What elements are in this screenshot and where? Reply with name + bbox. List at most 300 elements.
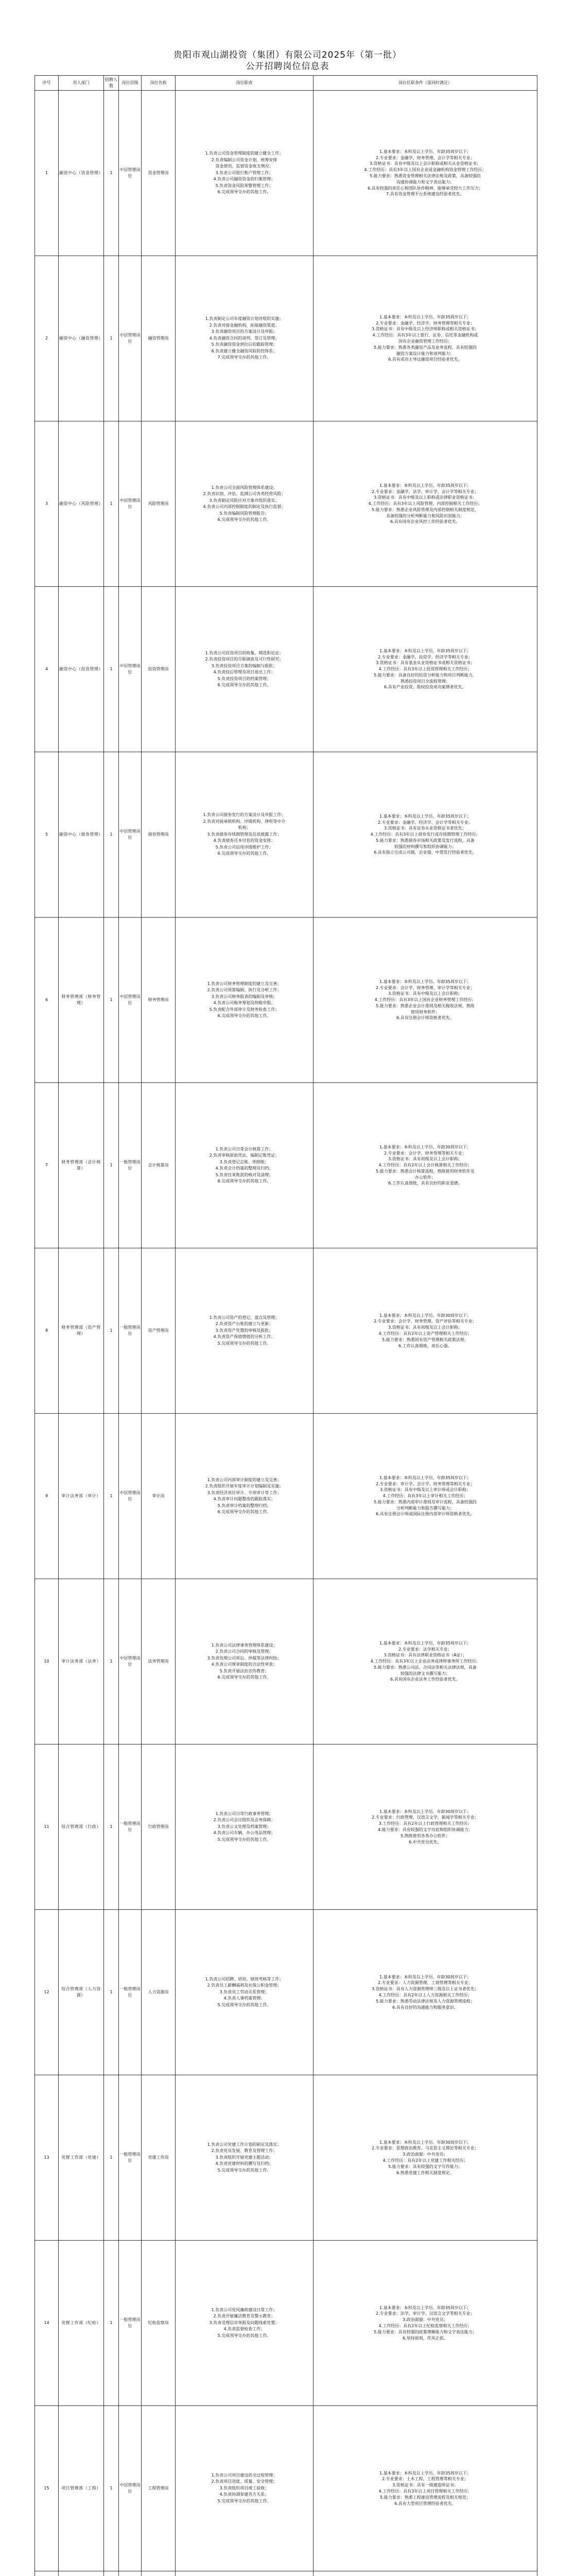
requirement-line: 6.具有国有企业风控工作经验者优先。	[390, 519, 460, 524]
requirement-line: 4.工作经历：具有2年以上人力资源相关工作经历；	[378, 1993, 472, 1997]
duty-line: 3.负责资产处置的审核及报批；	[215, 1328, 273, 1333]
requirement-line: 3.政治面貌：中共党员；	[403, 2152, 448, 2157]
duty-line: 4.负责公司税务筹划及纳税申报；	[213, 1001, 275, 1005]
requirement-line: 1.基本要求：本科及以上学历，年龄35周岁以下；	[379, 979, 471, 984]
duty-line: 2.负责员工薪酬福利及社保公积金管理；	[207, 1983, 282, 1988]
duty-line: 5.完成领导交办的其他工作。	[217, 2002, 271, 2007]
duty-line: 5.负责融资资金到位后的跟踪管理；	[211, 342, 277, 347]
requirement-line: 6.具有成功主导过融资项目经验者优先。	[388, 357, 462, 362]
requirement-line: 2.专业要求：金融学、经济学、会计学等相关专业；	[378, 820, 473, 825]
header-name: 岗位名称	[142, 76, 176, 91]
requirement-line: 1.基本要求：本科及以上学历，年龄35周岁以下；	[379, 2305, 471, 2310]
header-level: 岗位层级	[119, 76, 142, 91]
duty-line: 3.负责债券存续期管理及信息披露工作；	[207, 832, 282, 837]
duty-line: 2.负责识别、评估、监测公司各类经营风险；	[203, 492, 286, 496]
position-level	[119, 2571, 142, 2576]
duty-line: 2.负责项目进度、质量、安全管理；	[211, 2479, 277, 2484]
duty-line: 6.完成领导交办的其他工作。	[217, 517, 271, 522]
position-requirements	[313, 1910, 537, 2075]
duty-line: 6.完成领导交办的其他工作。	[217, 851, 271, 856]
row-number: 10	[35, 1579, 59, 1744]
department: 综合管理部（人力资源）	[59, 1910, 104, 2075]
duty-line: 2.负责公司会议组织及会务保障；	[213, 1818, 275, 1823]
requirement-line: 2.专业要求：金融学、法学、审计学、会计学等相关专业；	[372, 489, 479, 494]
requirement-line: 6.具有国有企业法务工作经验者优先。	[390, 1677, 460, 1682]
requirement-line: 6.工作认真细致，具有良好的职业道德。	[388, 1181, 462, 1186]
row-number: 13	[35, 2075, 59, 2241]
headcount: 1	[104, 1248, 119, 1414]
duty-line: 4.负责公司内部控制制度的制定及执行监督；	[203, 504, 286, 509]
requirement-line: 1.基本要求：本科及以上学历，年龄30周岁以下；	[379, 2140, 471, 2145]
requirement-line: 1.基本要求：本科及以上学历，年龄30周岁以下；	[379, 1809, 471, 1814]
requirement-line: 5.能力要求：熟悉各类融资产品及业务流程，具有较强的	[374, 345, 477, 350]
position-duties	[176, 918, 313, 1083]
duty-line: 5.负责投资项目的档案管理；	[217, 676, 271, 681]
header-requirements: 岗位任职条件（需同时满足）	[313, 76, 537, 91]
header-duty: 岗位职责	[176, 76, 313, 91]
position-name: 资产管理岗	[142, 1248, 176, 1414]
document-title: 贵阳市观山湖投资（集团）有限公司2025年（第一批）	[173, 50, 402, 60]
requirement-line: 3.资格证书：具有中级及以上审计师或会计职称；	[380, 1487, 471, 1493]
position-level: 中层管理岗位	[119, 918, 142, 1083]
position-name: 党建工作岗	[142, 2075, 176, 2241]
table-row	[35, 1744, 537, 1910]
requirement-line: 分析判断能力和报告撰写能力；	[396, 1505, 454, 1511]
department: 融资中心（投资管理）	[59, 587, 104, 752]
duty-line: 5.完成领导交办的其他工作。	[217, 2333, 271, 2338]
headcount: 1	[104, 421, 119, 587]
duty-line: 3.负责公文处理及档案管理；	[217, 1824, 271, 1829]
header-num: 招聘人数	[104, 76, 119, 91]
duty-line: 2.负责组织开展年度审计计划编制及实施；	[205, 1484, 284, 1488]
duty-line: 4.负责监督检查工作；	[223, 2327, 265, 2332]
position-duties	[176, 1248, 313, 1414]
row-number: 2	[35, 256, 59, 421]
duty-line: 4.负责人事档案管理；	[223, 1996, 265, 2001]
table-row	[35, 752, 537, 918]
requirement-line: 4.工作经历：具有3年以上企业法务或律师事务所工作经历；	[370, 1659, 480, 1664]
duty-line: 5.完成领导交办的其他工作。	[217, 1837, 271, 1842]
job-table	[34, 75, 537, 2576]
requirement-line: 1.基本要求：本科及以上学历，年龄35周岁以下；	[379, 814, 471, 819]
headcount: 1	[104, 1414, 119, 1579]
duty-line: 4.负责公司规章制度的合法性审查；	[211, 1662, 277, 1667]
headcount: 1	[104, 1579, 119, 1744]
headcount	[104, 2571, 119, 2576]
requirement-line: 6.熟悉党建工作相关制度规定。	[396, 2170, 454, 2175]
duty-line: 5.完成领导交办的其他工作。	[217, 2167, 271, 2173]
table-row	[35, 918, 537, 1083]
department: 融资中心（债券管理）	[59, 752, 104, 918]
duty-line: 6.完成领导交办的其他工作。	[217, 1179, 271, 1183]
duty-line: 7.完成领导交办的其他工作。	[217, 355, 271, 360]
table-row	[35, 256, 537, 421]
requirement-line: 2.专业要求：人力资源管理、工商管理等相关专业；	[378, 1980, 473, 1986]
position-requirements	[313, 1248, 537, 1414]
position-duties	[176, 1083, 313, 1248]
position-requirements	[313, 752, 537, 918]
department: 审计法务部（法务）	[59, 1579, 104, 1744]
position-name	[142, 2571, 176, 2576]
position-requirements	[313, 587, 537, 752]
duty-line: 4.负责公司融资资金的归集管理；	[213, 177, 275, 182]
requirement-line: 6.具有注册会计师资格者优先。	[396, 1015, 454, 1021]
row-number: 1	[35, 91, 59, 256]
duty-line: 1.负责公司党风廉政建设日常工作；	[211, 2307, 277, 2312]
position-name: 工程管理岗	[142, 2406, 176, 2571]
requirement-line: 4.工作经历：具有3年以上审计相关工作经历；	[382, 1494, 468, 1499]
requirement-line: 6.具有较强的责任心和团队协作精神，能够承受较大工作压力；	[368, 185, 483, 191]
position-duties	[176, 1579, 313, 1744]
requirement-line: 6.坚持原则，作风正派。	[403, 2335, 448, 2341]
requirement-line: 3.资格证书：具有一级建造师证书；	[392, 2483, 458, 2488]
department: 财务管理部（会计核算）	[59, 1083, 104, 1248]
duty-line: 3.负责受理信访举报及问题线索处置；	[209, 2320, 280, 2325]
requirement-line: 6.具有大型项目管理经验者优先。	[394, 2501, 456, 2506]
requirement-line: 较强的材料撰写和组织协调能力；	[394, 844, 456, 849]
requirement-line: 4.工作经历：具有3年以上银行、证券、信托等金融机构或	[372, 333, 478, 338]
position-duties	[176, 256, 313, 421]
requirement-line: 国有企业融资管理工作经历；	[398, 339, 452, 344]
duty-line: 2.负责党员发展、教育及管理工作；	[211, 2148, 277, 2154]
department: 融资中心（融资管理）	[59, 256, 104, 421]
requirement-line: 4.能力要求：具有较强的文字功底和组织协调能力；	[378, 1827, 473, 1832]
row-number: 11	[35, 1744, 59, 1910]
title-block	[0, 49, 575, 72]
requirement-line: 5.能力要求：熟悉企业风险管理及内部控制相关制度规范，	[372, 507, 479, 512]
requirement-line: 1.基本要求：本科及以上学历，年龄35周岁以下；	[379, 483, 471, 488]
duty-line: 资金使用，监督资金收支情况；	[215, 164, 273, 169]
requirement-line: 4.工作经历：具有2年以上会计核算相关工作经历；	[378, 1163, 472, 1168]
duty-line: 3.负责登记总账、明细账；	[219, 1159, 269, 1164]
row-number: 9	[35, 1414, 59, 1579]
duty-line: 4.负责资产保值增值的分析工作；	[213, 1334, 275, 1340]
duty-line: 4.负责会计档案的整理及归档；	[215, 1166, 273, 1171]
row-number	[35, 2571, 59, 2576]
position-name: 行政管理岗	[142, 1744, 176, 1910]
table-row	[35, 1579, 537, 1744]
requirement-line: 6.具有注册会计师或国际注册内部审计师资格者优先。	[376, 1512, 475, 1517]
requirement-line: 2.专业要求：法学、审计学、汉语言文学等相关专业；	[376, 2311, 475, 2316]
duty-line: 2.负责审核原始凭证，编制记账凭证；	[209, 1153, 280, 1158]
table-row	[35, 2571, 537, 2576]
requirement-line: 5.熟练使用各类办公软件；	[400, 1833, 450, 1838]
position-level: 中层管理岗位	[119, 752, 142, 918]
requirement-line: 1.基本要求：本科及以上学历，年龄30周岁以下；	[379, 1974, 471, 1979]
position-name: 资金管理岗	[142, 91, 176, 256]
duty-line: 1.负责公司法律事务管理体系建设；	[211, 1642, 277, 1648]
duty-line: 1.负责公司招聘、培训、绩效考核等工作；	[205, 1976, 284, 1981]
duty-line: 1.负责公司资金管理制度的建立健全工作；	[205, 151, 284, 156]
requirement-line: 5.能力要求：熟悉公司法、合同法等相关法律法规，具备	[374, 1665, 477, 1670]
requirement-line: 1.基本要求：本科及以上学历，年龄35周岁以下；	[379, 314, 471, 319]
duty-line: 2.负责开展廉洁教育及警示教育；	[213, 2314, 275, 2319]
duty-line: 机构；	[238, 825, 251, 831]
requirement-line: 3.资格证书：具有中级及以上职称或法律职业资格证书；	[374, 495, 477, 500]
position-level: 中层管理岗位	[119, 1579, 142, 1744]
requirement-line: 1.基本要求：本科及以上学历，年龄35周岁以下；	[379, 2470, 471, 2476]
duty-line: 1.负责公司项目建设的全过程管理；	[211, 2472, 277, 2478]
headcount: 1	[104, 1910, 119, 2075]
requirement-line: 4.工作经历：具有3年以上国有企业或金融机构资金管理工作经历；	[364, 167, 486, 173]
position-level: 中层管理岗位	[119, 2406, 142, 2571]
requirement-line: 办公软件；	[415, 1175, 435, 1180]
requirement-line: 4.工作经历：具有3年以上国有企业财务管理工作经历；	[374, 997, 476, 1003]
position-requirements	[313, 1414, 537, 1579]
requirement-line: 1.基本要求：本科及以上学历，年龄35周岁以下；	[379, 1640, 471, 1646]
position-level: 中层管理岗位	[119, 1414, 142, 1579]
table-row	[35, 1414, 537, 1579]
header-dept: 用人部门	[59, 76, 104, 91]
requirement-line: 熟悉投资项目全流程管理；	[400, 679, 450, 684]
department: 审计法务部（审计）	[59, 1414, 104, 1579]
position-level: 中层管理岗位	[119, 256, 142, 421]
requirement-line: 具备较强的分析判断能力和风险识别能力；	[386, 513, 464, 518]
requirement-line: 6.中共党员优先。	[409, 1839, 442, 1844]
requirement-line: 5.能力要求：熟悉劳动法律法规及人力资源管理流程；	[376, 1998, 475, 2004]
requirement-line: 3.工作经历：具有2年以上行政管理相关工作经历；	[378, 1821, 472, 1826]
position-level: 一般管理岗位	[119, 1910, 142, 2075]
duty-line: 6.完成领导交办的其他工作。	[217, 1013, 271, 1018]
duty-line: 1.负责公司债券发行的方案设计及申报工作；	[203, 812, 286, 818]
row-number: 15	[35, 2406, 59, 2571]
requirement-line: 3.资格证书：具有中级及以上会计职称；	[388, 991, 462, 996]
duty-line: 5.负责配合外部审计及财务检查工作；	[209, 1007, 280, 1012]
department	[59, 2571, 104, 2576]
requirement-line: 2.专业要求：金融学、投资学、经济学等相关专业；	[378, 654, 473, 659]
table-row	[35, 2075, 537, 2241]
requirement-line: 2.专业要求：法学相关专业；	[398, 1647, 452, 1652]
requirement-line: 6.具有产业投资、股权投资成功案例者优先。	[384, 685, 466, 690]
position-name: 纪检监察岗	[142, 2241, 176, 2406]
duty-line: 6.完成领导交办的其他工作。	[217, 1510, 271, 1514]
headcount: 1	[104, 1744, 119, 1910]
requirement-line: 4.工作经历：具有2年以上资产管理相关工作经历；	[378, 1331, 472, 1336]
position-name: 债券管理岗	[142, 752, 176, 918]
requirement-line: 沟通协调能力和文字表达能力；	[396, 179, 454, 184]
table-body	[35, 91, 537, 2576]
duty-line: 3.负责处理公司诉讼、仲裁等法律纠纷；	[207, 1655, 282, 1660]
header-no: 序号	[35, 76, 59, 91]
position-name: 法务管理岗	[142, 1579, 176, 1744]
duty-line: 5.负责开展法治宣传教育；	[219, 1668, 269, 1673]
duty-line: 1.负责公司全面风险管理体系建设；	[211, 485, 277, 490]
duty-line: 1.负责公司日常会计核算工作；	[215, 1146, 273, 1151]
requirement-line: 4.工作经历：具有2年以上纪检监察相关工作经历；	[378, 2324, 472, 2328]
duty-line: 5.负责公司信用评级维护工作；	[215, 844, 273, 850]
requirement-line: 2.专业要求：金融学、财务管理、会计学等相关专业；	[376, 155, 475, 160]
document-subtitle: 公开招聘岗位信息表	[246, 61, 329, 72]
requirement-line: 2.专业要求：会计学、财务管理、资产评估等相关专业；	[374, 1319, 477, 1324]
row-number: 5	[35, 752, 59, 918]
position-duties	[176, 2241, 313, 2406]
row-number: 4	[35, 587, 59, 752]
duty-line: 4.负责公司车辆、办公用品管理；	[213, 1831, 275, 1836]
duty-line: 3.负责组织项目竣工验收；	[219, 2485, 269, 2490]
position-duties	[176, 752, 313, 918]
requirement-line: 6.具有良好的沟通能力和服务意识。	[392, 2005, 458, 2010]
headcount: 1	[104, 91, 119, 256]
department: 融资中心（风险管理）	[59, 421, 104, 587]
department: 融资中心（资金管理）	[59, 91, 104, 256]
requirement-line: 2.专业要求：会计学、财务管理等相关专业；	[384, 1150, 466, 1156]
position-duties	[176, 2571, 313, 2576]
headcount: 1	[104, 1083, 119, 1248]
duty-line: 6.完成领导交办的其他工作。	[217, 190, 271, 195]
requirement-line: 1.基本要求：本科及以上学历，年龄30周岁以下；	[379, 1313, 471, 1318]
requirement-line: 融资方案设计能力和谈判能力；	[396, 351, 454, 356]
duty-line: 2.负责公司预算编制、执行及分析工作；	[207, 988, 282, 992]
requirement-line: 较强的法律文书撰写能力；	[400, 1671, 450, 1676]
requirement-line: 4.工作经历：具有2年以上党建工作相关经历；	[382, 2158, 468, 2163]
duty-line: 2.负责投资项目的尽职调查及可行性研究；	[205, 657, 284, 662]
position-duties	[176, 2075, 313, 2241]
position-name: 会计核算岗	[142, 1083, 176, 1248]
row-number: 14	[35, 2241, 59, 2406]
duty-line: 1.负责制定公司年度融资计划并组织实施；	[205, 316, 284, 321]
requirement-line: 4.工作经历：具有3年以上风险管理、内部控制相关工作经历；	[368, 501, 482, 506]
headcount: 1	[104, 918, 119, 1083]
duty-line: 3.负责员工劳动关系管理；	[219, 1989, 269, 1994]
duty-line: 6.完成领导交办的其他工作。	[217, 683, 271, 687]
duty-line: 4.负责党建材料的撰写及归档；	[215, 2161, 273, 2166]
requirement-line: 5.能力要求：熟悉内部审计准则及审计流程，具备较强的	[374, 1499, 477, 1504]
duty-line: 1.负责公司党建工作计划的制定及落实；	[207, 2142, 282, 2147]
requirement-line: 5.能力要求：熟悉会计核算流程，熟练使用财务软件及	[376, 1168, 475, 1174]
position-requirements	[313, 256, 537, 421]
requirement-line: 4.工作经历：具有3年以上债券发行或存续期管理工作经历；	[370, 832, 480, 837]
position-name: 融资管理岗	[142, 256, 176, 421]
requirement-line: 3.资格证书：具有初级及以上会计职称；	[388, 1325, 462, 1330]
duty-line: 3.负责投资项目方案的编制与报批；	[211, 663, 277, 668]
requirement-line: 5.能力要求：具有较强的政策理解能力和文字表达能力；	[374, 2329, 477, 2334]
department: 财务管理部（资产管理）	[59, 1248, 104, 1414]
requirement-line: 5.能力要求：熟悉国有资产管理相关政策法规；	[382, 1337, 468, 1342]
table-row	[35, 1083, 537, 1248]
requirement-line: 4.工作经历：具有3年以上投资管理相关工作经历；	[378, 667, 472, 672]
requirement-line: 3.资格证书：具有中级及以上会计职称或相关从业资格证书；	[370, 161, 481, 166]
position-requirements	[313, 421, 537, 587]
table-row	[35, 2406, 537, 2571]
duty-line: 3.负责融资项目的方案设计及申报；	[211, 329, 277, 334]
duty-line: 4.负责投后管理及项目退出工作；	[213, 670, 275, 674]
position-duties	[176, 587, 313, 752]
requirement-line: 3.资格证书：具有基金从业资格证书或相关资格证书；	[376, 660, 475, 666]
duty-line: 1.负责公司投资项目的收集、筛选和论证；	[205, 650, 284, 655]
row-number: 7	[35, 1083, 59, 1248]
duty-line: 5.完成领导交办的其他工作。	[217, 2498, 271, 2503]
position-name: 人力资源岗	[142, 1910, 176, 2075]
requirement-line: 2.专业要求：土木工程、工程管理等相关专业；	[382, 2477, 468, 2482]
position-duties	[176, 1910, 313, 2075]
position-name: 审计岗	[142, 1414, 176, 1579]
table-row	[35, 421, 537, 587]
headcount: 1	[104, 256, 119, 421]
duty-line: 6.完成领导交办的其他工作。	[217, 1675, 271, 1680]
table-row	[35, 1248, 537, 1414]
position-name: 风险管理岗	[142, 421, 176, 587]
duty-line: 1.负责公司财务管理制度的建立及完善；	[207, 981, 282, 986]
table-row	[35, 587, 537, 752]
requirement-line: 3.资格证书：具有法律职业资格证书（A证）；	[384, 1653, 467, 1658]
position-requirements	[313, 1579, 537, 1744]
duty-line: 5.负责审计档案的整理归档；	[217, 1503, 271, 1508]
position-duties	[176, 2406, 313, 2571]
requirement-line: 1.基本要求：本科及以上学历，年龄35周岁以下；	[379, 149, 471, 154]
duty-line: 2.负责公司合同的审核及管理；	[215, 1649, 273, 1654]
duty-line: 3.负责制定风险应对方案并组织落实；	[209, 498, 280, 503]
requirement-line: 1.基本要求：本科及以上学历，年龄35周岁以下；	[379, 1475, 471, 1480]
requirement-line: 4.工作经历：具有3年以上项目管理相关工作经历；	[378, 2489, 472, 2494]
row-number: 6	[35, 918, 59, 1083]
position-duties	[176, 91, 313, 256]
table-header-row	[35, 76, 537, 91]
requirement-line: 3.资格证书：具有初级及以上会计职称；	[388, 1157, 462, 1162]
requirement-line: 2.专业要求：金融学、经济学、财务管理等相关专业；	[376, 320, 475, 326]
duty-line: 6.负责建立健全融资风险防控体系；	[211, 348, 277, 353]
duty-line: 2.负责对接承销机构、评级机构、律所等中介	[203, 819, 286, 824]
requirement-line: 2.专业要求：思想政治教育、马克思主义理论等相关专业；	[372, 2146, 479, 2151]
department: 项目管理部（工程）	[59, 2406, 104, 2571]
requirement-line: 5.能力要求：熟悉债券市场相关政策及发行流程，具备	[376, 838, 475, 843]
duty-line: 2.负责对接金融机构，拓展融资渠道；	[209, 323, 280, 328]
position-requirements	[313, 2241, 537, 2406]
duty-line: 2.负责编制公司资金计划，统筹安排	[211, 157, 277, 162]
headcount: 1	[104, 587, 119, 752]
department: 综合管理部（行政）	[59, 1744, 104, 1910]
requirement-line: 使用财务软件；	[411, 1009, 440, 1014]
position-requirements	[313, 1083, 537, 1248]
duty-line: 4.负责协调参建各方关系；	[219, 2492, 269, 2497]
department: 党群工作部（党建）	[59, 2075, 104, 2241]
position-requirements	[313, 2075, 537, 2241]
requirement-line: 3.资格证书：具有证券从业资格证书者优先；	[384, 826, 466, 831]
requirement-line: 5.能力要求：熟悉资金管理相关法律法规及政策，具备较强的	[370, 174, 481, 178]
duty-line: 5.负责往来账款的核对及清理；	[215, 1172, 273, 1177]
position-requirements	[313, 1744, 537, 1910]
headcount: 1	[104, 2241, 119, 2406]
requirement-line: 5.能力要求：具有较强的文字写作能力；	[388, 2164, 462, 2169]
row-number: 3	[35, 421, 59, 587]
duty-line: 1.负责公司资产的登记、盘点及管理；	[209, 1315, 280, 1320]
position-duties	[176, 421, 313, 587]
duty-line: 3.负责经济责任审计、专项审计等工作；	[207, 1490, 282, 1495]
position-name: 投资管理岗	[142, 587, 176, 752]
requirement-line: 6.工作认真细致，责任心强。	[398, 1343, 452, 1348]
requirement-line: 3.资格证书：具有中级及以上经济师职称或相关资格证书；	[372, 327, 479, 332]
position-level: 一般管理岗位	[119, 1083, 142, 1248]
duty-line: 1.负责公司内部审计制度的建立及完善；	[207, 1477, 282, 1482]
headcount: 1	[104, 752, 119, 918]
position-requirements	[313, 918, 537, 1083]
position-level: 一般管理岗位	[119, 2241, 142, 2406]
requirement-line: 6.具有独立完成公司债、企业债、中票发行经验者优先。	[374, 850, 477, 855]
requirement-line: 2.专业要求：会计学、财务管理、审计学等相关专业；	[376, 985, 475, 990]
position-level: 一般管理岗位	[119, 2075, 142, 2241]
duty-line: 3.负责组织开展党建主题活动；	[215, 2155, 273, 2160]
requirement-line: 1.基本要求：本科及以上学历，年龄30周岁以下；	[379, 1144, 471, 1149]
position-requirements	[313, 91, 537, 256]
requirement-line: 7.具有资金管理平台系统建设经验者优先。	[386, 192, 464, 197]
requirement-line: 5.能力要求：熟悉企业会计准则及相关税收法规，熟练	[376, 1003, 475, 1008]
duty-line: 5.负责编制风险管理报告；	[219, 511, 269, 516]
requirement-line: 3.政治面貌：中共党员；	[403, 2317, 448, 2323]
duty-line: 5.负责资金风险预警管理工作；	[215, 183, 273, 188]
position-duties	[176, 1744, 313, 1910]
requirement-line: 5.能力要求：具备良好的投资分析能力和项目判断能力，	[374, 672, 477, 677]
position-level: 中层管理岗位	[119, 421, 142, 587]
requirement-line: 3.资格证书：具有人力资源管理师三级及以上证书者优先；	[372, 1987, 479, 1992]
